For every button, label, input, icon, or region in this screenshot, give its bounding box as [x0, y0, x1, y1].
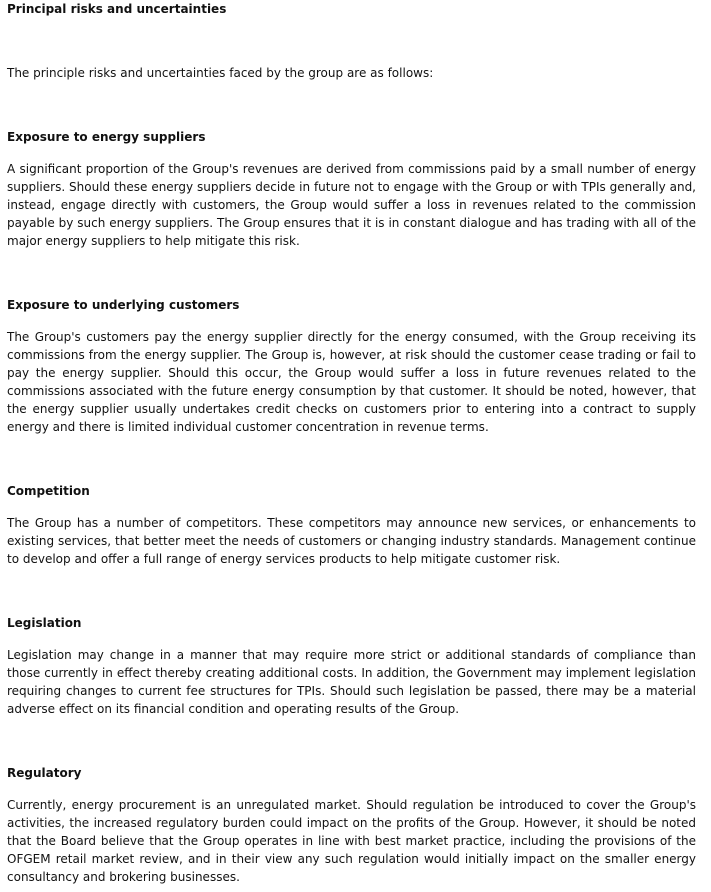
section-underlying-customers — [7, 296, 696, 436]
section-body: The Group has a number of competitors. These competitors may announce new services, or enhancements to existing services, that better meet the needs of customers or changing industry standards. Management continue to develop and offer a full range of energy services products to help mitigate customer risk. — [7, 516, 696, 566]
document-title: Principal risks and uncertainties — [7, 2, 227, 16]
section-heading: Exposure to energy suppliers — [7, 130, 206, 144]
section-heading: Exposure to underlying customers — [7, 298, 240, 312]
section-body: A significant proportion of the Group's revenues are derived from commissions paid by a small number of energy suppliers. Should these energy suppliers decide in future not to engage with the Group or with TPIs generally and, instead, engage directly with customers, the Group would suffer a loss in revenues related to the commission payable by such energy suppliers. The Group ensures that it is in constant dialogue and has trading with all of the major energy suppliers to help mitigate this risk. — [7, 162, 696, 248]
section-body: Legislation may change in a manner that may require more strict or additional standards of compliance than those currently in effect thereby creating additional costs. In addition, the Government may implement legislation requiring changes to current fee structures for TPIs. Should such legislation be passed, there may be a material adverse effect on its financial condition and operating results of the Group. — [7, 648, 696, 716]
section-legislation — [7, 614, 696, 718]
section-competition — [7, 482, 696, 568]
section-heading: Competition — [7, 484, 90, 498]
section-regulatory — [7, 764, 696, 886]
section-body: The Group's customers pay the energy supplier directly for the energy consumed, with the Group receiving its commissions from the energy supplier. The Group is, however, at risk should the customer cease trading or fail to pay the energy supplier. Should this occur, the Group would suffer a loss in future revenues related to the commissions associated with the future energy consumption by that customer. It should be noted, however, that the energy supplier usually undertakes credit checks on customers prior to entering into a contract to supply energy and there is limited individual customer concentration in revenue terms. — [7, 330, 696, 434]
intro-paragraph: The principle risks and uncertainties faced by the group are as follows: — [7, 66, 434, 80]
section-body: Currently, energy procurement is an unregulated market. Should regulation be introduced to cover the Group's activities, the increased regulatory burden could impact on the profits of the Group. However, it should be noted that the Board believe that the Group operates in line with best market practice, including the provisions of the OFGEM retail market review, and in their view any such regulation would initially impact on the smaller energy consultancy and brokering businesses. — [7, 798, 696, 884]
section-heading: Legislation — [7, 616, 82, 630]
section-energy-suppliers — [7, 128, 696, 250]
section-heading: Regulatory — [7, 766, 82, 780]
